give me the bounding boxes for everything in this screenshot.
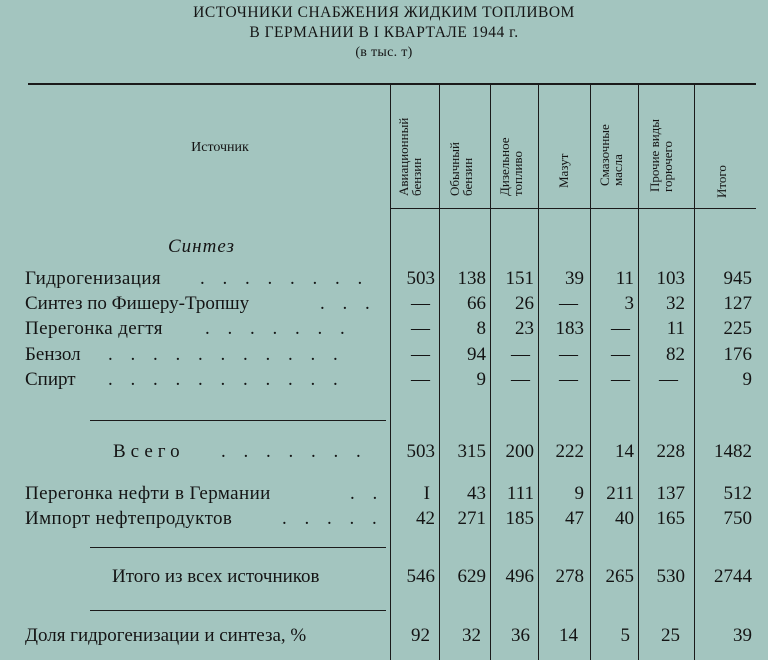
table-cell: 82 [666, 344, 685, 365]
table-cell: 11 [666, 318, 685, 339]
table-cell: 629 [457, 566, 486, 587]
dot-leader: . . . . . . . . [200, 268, 369, 289]
column-rule-2 [439, 85, 440, 660]
table-cell: — [611, 344, 630, 365]
table-cell: 9 [574, 483, 584, 504]
section-title-synthesis: Синтез [168, 236, 235, 257]
column-rule-7 [694, 85, 695, 660]
table-cell: 138 [457, 268, 486, 289]
final-rule [90, 610, 386, 611]
table-cell: 211 [606, 483, 634, 504]
table-cell: I [423, 483, 430, 504]
row-label: Перегонка дегтя [25, 318, 163, 339]
header-rule [390, 208, 756, 209]
dot-leader: . . . . . [282, 508, 384, 529]
table-cell: 66 [467, 293, 486, 314]
table-title: ИСТОЧНИКИ СНАБЖЕНИЯ ЖИДКИМ ТОПЛИВОМ [193, 4, 575, 21]
table-cell: 225 [723, 318, 752, 339]
table-cell: 32 [462, 625, 481, 646]
table-cell: 315 [457, 441, 486, 462]
table-cell: 183 [555, 318, 584, 339]
column-header-fuel-oil: Мазут [556, 153, 571, 188]
table-cell: 278 [555, 566, 584, 587]
table-cell: 23 [515, 318, 534, 339]
table-cell: 2744 [714, 566, 752, 587]
dot-leader: . . . . . . . [205, 318, 352, 339]
column-header-aviation-gasoline: Авиационный бензин [396, 117, 424, 196]
table-cell: 3 [624, 293, 634, 314]
row-label-share: Доля гидрогенизации и синтеза, % [25, 625, 307, 646]
table-cell: 36 [511, 625, 530, 646]
table-cell: 127 [723, 293, 752, 314]
table-cell: 26 [515, 293, 534, 314]
table-cell: 11 [615, 268, 634, 289]
column-rule-3 [490, 85, 491, 660]
row-label: Гидрогенизация [25, 268, 162, 289]
table-cell: 503 [406, 441, 435, 462]
table-cell: 32 [666, 293, 685, 314]
table-cell: — [659, 369, 678, 390]
dot-leader: . . . . . . . . . . . [108, 344, 345, 365]
column-rule-1 [390, 85, 391, 660]
row-label: Импорт нефтепродуктов [25, 508, 233, 529]
column-rule-4 [538, 85, 539, 660]
table-cell: — [411, 369, 430, 390]
table-cell: 503 [406, 268, 435, 289]
table-cell: — [411, 293, 430, 314]
table-cell: — [511, 344, 530, 365]
table-cell: 176 [723, 344, 752, 365]
row-label-total: Всего [113, 441, 185, 462]
table-cell: 151 [505, 268, 534, 289]
table-cell: — [611, 369, 630, 390]
column-rule-6 [638, 85, 639, 660]
table-cell: 750 [723, 508, 752, 529]
column-header-other-fuels: Прочие виды горючего [647, 118, 675, 192]
table-cell: — [559, 369, 578, 390]
table-cell: 137 [656, 483, 685, 504]
dot-leader: . . . [320, 293, 377, 314]
table-cell: 39 [565, 268, 584, 289]
table-cell: — [559, 293, 578, 314]
table-cell: 546 [406, 566, 435, 587]
table-cell: 14 [559, 625, 578, 646]
table-cell: 1482 [714, 441, 752, 462]
dot-leader: . . . . . . . [221, 441, 368, 462]
table-cell: 8 [476, 318, 486, 339]
column-header-total: Итого [714, 165, 729, 198]
row-label: Перегонка нефти в Германии [25, 483, 271, 504]
table-cell: 43 [467, 483, 486, 504]
table-cell: 42 [416, 508, 435, 529]
row-label-grand-total: Итого из всех источников [112, 566, 320, 587]
table-cell: 512 [723, 483, 752, 504]
dot-leader: . . [350, 483, 384, 504]
total-rule [90, 547, 386, 548]
table-cell: 228 [656, 441, 685, 462]
table-cell: — [411, 318, 430, 339]
table-cell: — [511, 369, 530, 390]
top-rule [28, 83, 756, 85]
table-cell: 271 [457, 508, 486, 529]
row-label: Спирт [25, 369, 76, 390]
table-cell: 9 [742, 369, 752, 390]
table-cell: 5 [620, 625, 630, 646]
table-cell: 94 [467, 344, 486, 365]
table-cell: 111 [506, 483, 534, 504]
dot-leader: . . . . . . . . . . . [108, 369, 345, 390]
table-cell: 92 [411, 625, 430, 646]
table-subtitle: В ГЕРМАНИИ В I КВАРТАЛЕ 1944 г. [249, 24, 519, 41]
column-header-regular-gasoline: Обычный бензин [447, 142, 475, 196]
table-cell: 185 [505, 508, 534, 529]
table-cell: 40 [615, 508, 634, 529]
unit-note: (в тыс. т) [355, 45, 413, 60]
table-cell: 200 [505, 441, 534, 462]
column-header-lubricants: Смазочные масла [597, 124, 625, 186]
table-cell: 945 [723, 268, 752, 289]
table-cell: 103 [656, 268, 685, 289]
table-cell: 25 [661, 625, 680, 646]
table-cell: — [611, 318, 630, 339]
table-cell: 165 [656, 508, 685, 529]
table-cell: 530 [656, 566, 685, 587]
table-cell: — [559, 344, 578, 365]
table-cell: 14 [615, 441, 634, 462]
table-cell: 496 [505, 566, 534, 587]
row-label: Бензол [25, 344, 81, 365]
table-cell: — [411, 344, 430, 365]
source-column-header: Источник [191, 140, 249, 155]
row-label: Синтез по Фишеру-Тропшу [25, 293, 250, 314]
table-cell: 9 [476, 369, 486, 390]
column-header-diesel: Дизельное топливо [497, 137, 525, 196]
table-cell: 222 [555, 441, 584, 462]
table-cell: 39 [733, 625, 752, 646]
subtotal-rule [90, 420, 386, 421]
column-rule-5 [590, 85, 591, 660]
table-cell: 47 [565, 508, 584, 529]
table-cell: 265 [605, 566, 634, 587]
